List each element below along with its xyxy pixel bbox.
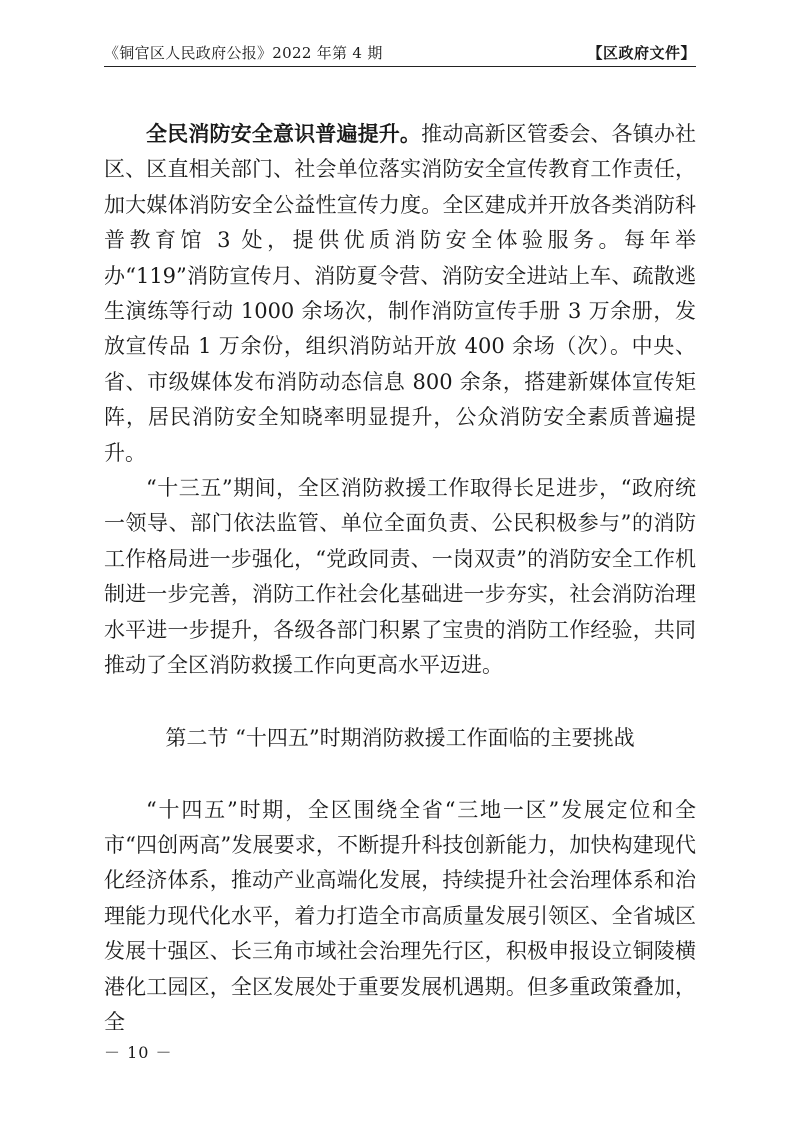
paragraph-13th-five-year-summary: “十三五”期间，全区消防救援工作取得长足进步，“政府统一领导、部门依法监管、单位全面负责、公民积极参与”的消防工作格局进一步强化，“党政同责、一岗双责”的消防安全工作机制进一步完善，消防工作社会化基础进一步夯实，社会消防治理水平进一步提升，各级各部门积累了宝贵的消防工作经验，共同推动了全区消防救援工作向更高水平迈进。: [104, 476, 696, 678]
page-number: － 10 －: [104, 1043, 173, 1062]
paragraph-14th-five-year-challenges: “十四五”时期，全区围绕全省“三地一区”发展定位和全市“四创两高”发展要求，不断提升科技创新能力，加快构建现代化经济体系，推动产业高端化发展，持续提升社会治理体系和治理能力现代化水平，着力打造全市高质量发展引领区、全省城区发展十强区、长三角市域社会治理先行区，积极申报设立铜陵横港化工园区，全区发展处于重要发展机遇期。但多重政策叠加，全: [104, 797, 696, 1034]
paragraph-text: 推动高新区管委会、各镇办社区、区直相关部门、社会单位落实消防安全宣传教育工作责任，加大媒体消防安全公益性宣传力度。全区建成并开放各类消防科普教育馆 3 处，提供优质消防安全体验服务。每年举办“119”消防宣传月、消防夏令营、消防安全进站上车、疏散逃生演练等行动 1000 余场次，制作消防宣传手册 3 万余册，发放宣传品 1 万余份，组织消防站开放 400 余场（次）。中央、省、市级媒体发布消防动态信息 800 余条，搭建新媒体宣传矩阵，居民消防安全知晓率明显提升，公众消防安全素质普遍提升。: [104, 122, 697, 465]
bulletin-title: 《铜官区人民政府公报》2022 年第 4 期: [104, 44, 383, 62]
document-category: 【区政府文件】: [587, 44, 696, 62]
paragraph-lead-heading: 全民消防安全意识普遍提升。: [146, 121, 422, 146]
section-title: 第二节 “十四五”时期消防救援工作面临的主要挑战: [165, 725, 635, 750]
document-body: [104, 116, 696, 1040]
page-header: [104, 36, 696, 67]
paragraph-fire-awareness: [104, 116, 696, 471]
